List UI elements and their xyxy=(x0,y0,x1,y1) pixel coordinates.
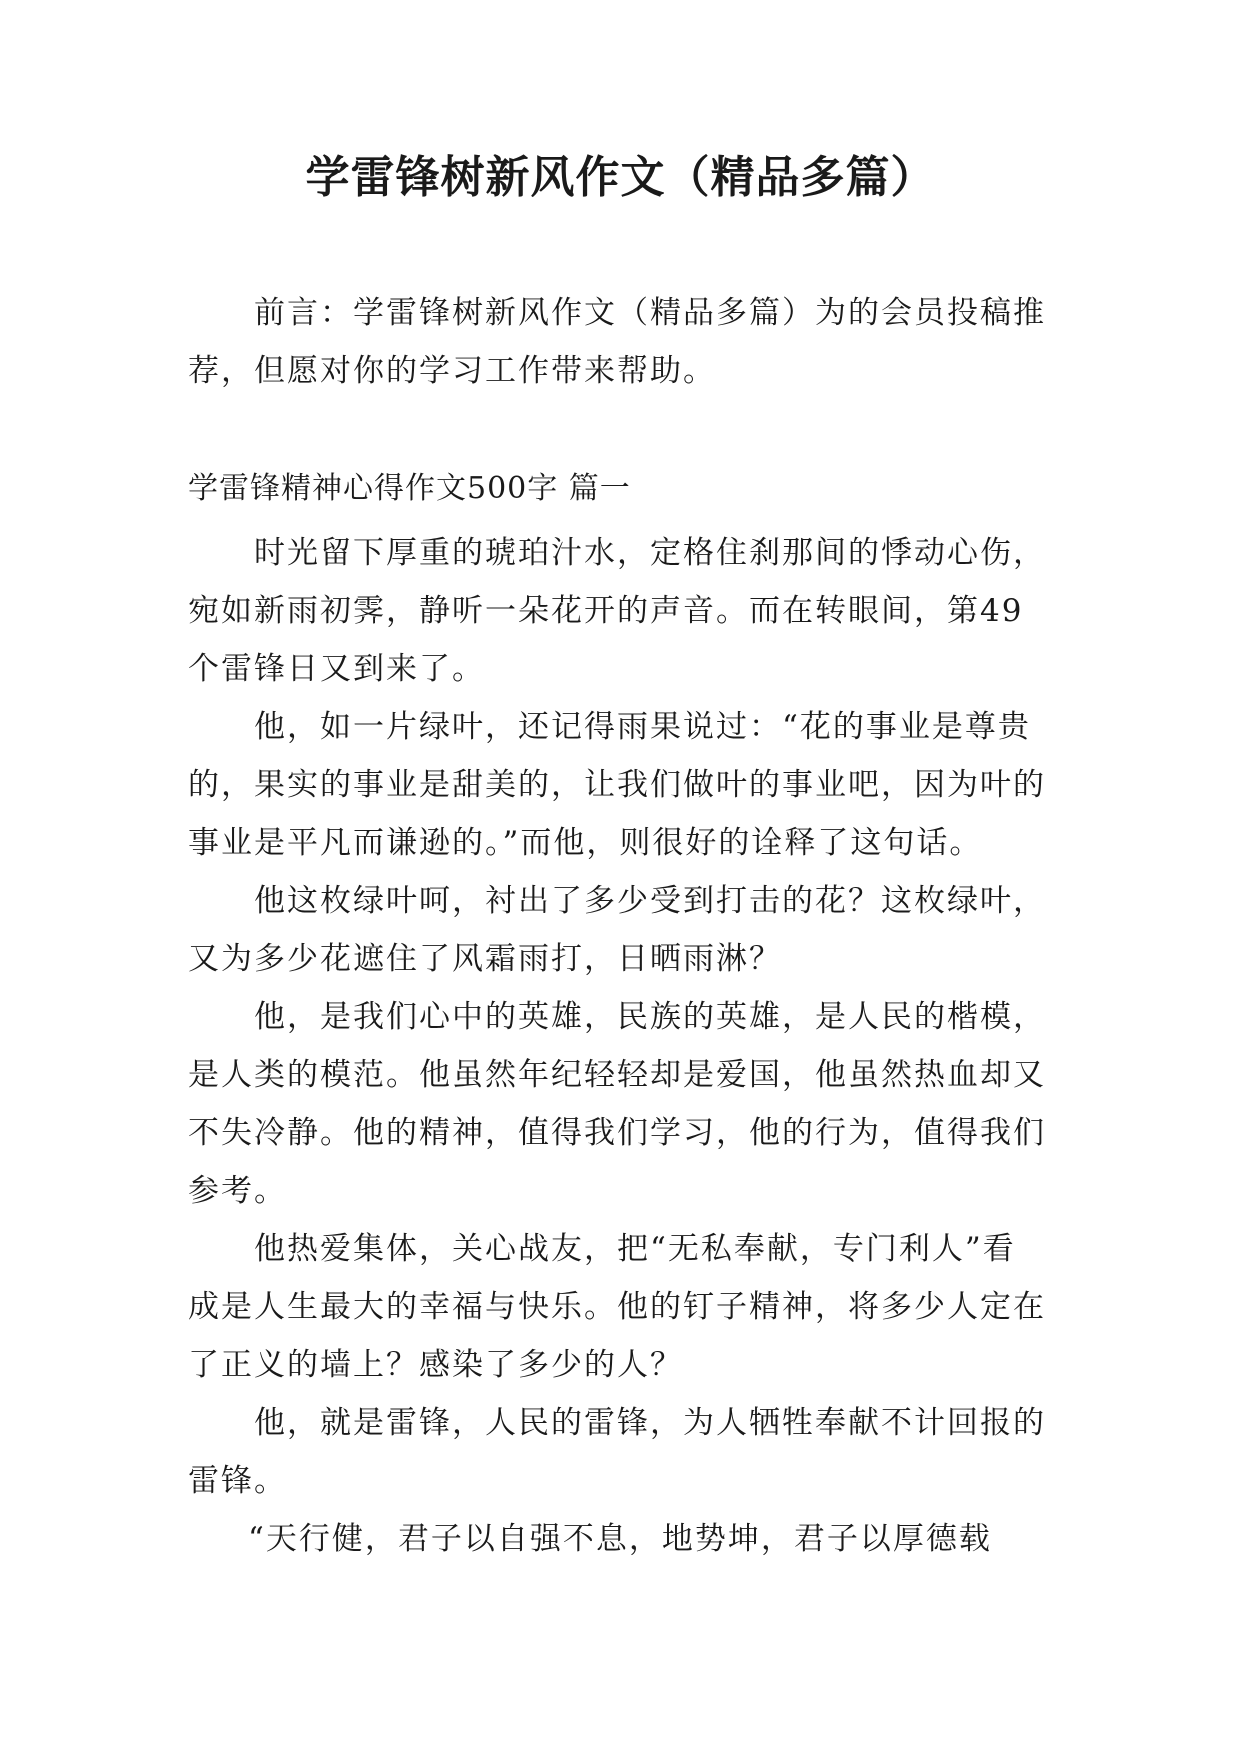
body-paragraph: 他，就是雷锋，人民的雷锋，为人牺牲奉献不计回报的雷锋。 xyxy=(188,1405,1046,1499)
essay-body xyxy=(188,524,1048,1568)
body-paragraph: 时光留下厚重的琥珀汁水，定格住刹那间的悸动心伤，宛如新雨初霁，静听一朵花开的声音。而在转眼间，第49个雷锋日又到来了。 xyxy=(188,535,1046,687)
body-paragraph: “天行健，君子以自强不息，地势坤，君子以厚德载 xyxy=(248,1521,992,1557)
preface-paragraph: 前言：学雷锋树新风作文（精品多篇）为的会员投稿推荐，但愿对你的学习工作带来帮助。 xyxy=(188,295,1046,389)
body-paragraph: 他这枚绿叶呵，衬出了多少受到打击的花？这枚绿叶，又为多少花遮住了风霜雨打，日晒雨淋？ xyxy=(188,883,1046,977)
section-heading: 学雷锋精神心得作文500字 篇一 xyxy=(188,471,631,506)
body-paragraph: 他热爱集体，关心战友，把“无私奉献，专门利人”看成是人生最大的幸福与快乐。他的钉子精神，将多少人定在了正义的墙上？感染了多少的人？ xyxy=(188,1231,1046,1383)
body-paragraph: 他，如一片绿叶，还记得雨果说过：“花的事业是尊贵的，果实的事业是甜美的，让我们做叶的事业吧，因为叶的事业是平凡而谦逊的。”而他，则很好的诠释了这句话。 xyxy=(188,709,1046,861)
document-title: 学雷锋树新风作文（精品多篇） xyxy=(305,152,936,203)
body-paragraph: 他，是我们心中的英雄，民族的英雄，是人民的楷模，是人类的模范。他虽然年纪轻轻却是爱国，他虽然热血却又不失冷静。他的精神，值得我们学习，他的行为，值得我们参考。 xyxy=(188,999,1046,1209)
